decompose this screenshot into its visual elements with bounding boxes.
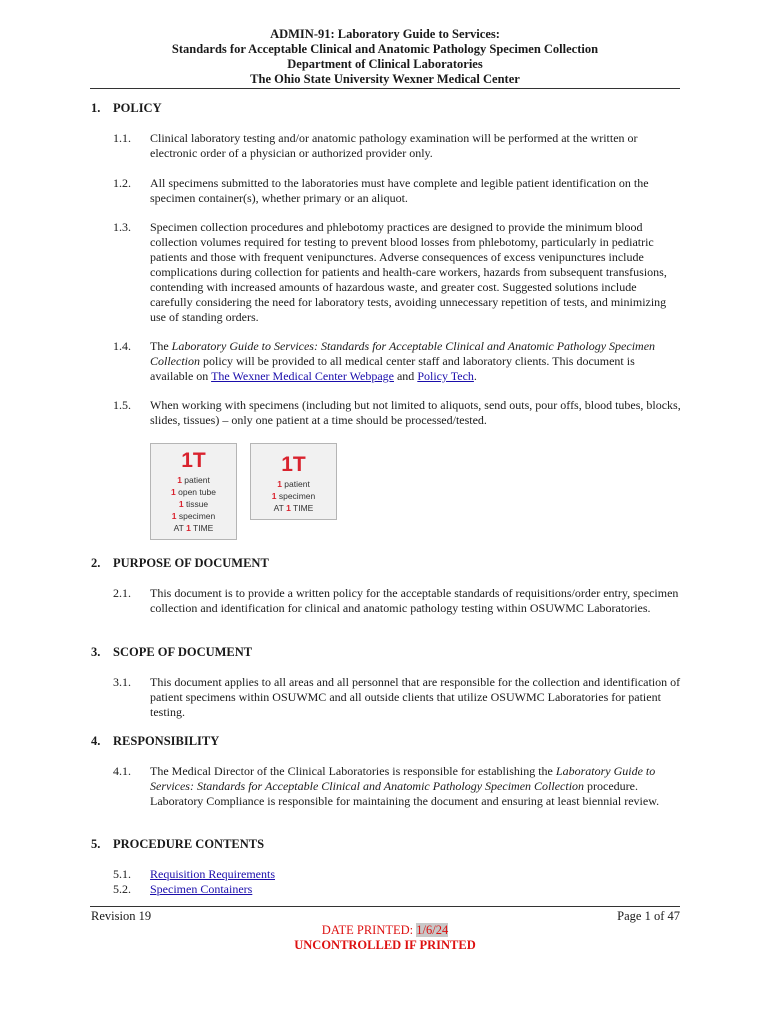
uncontrolled-notice: UNCONTROLLED IF PRINTED bbox=[294, 938, 476, 952]
header-title: ADMIN-91: Laboratory Guide to Services: bbox=[270, 27, 500, 41]
card-1t-logo: 1T bbox=[281, 453, 306, 476]
policy-item-1-4: 1.4. The Laboratory Guide to Services: Standards for Acceptable Clinical and Anatomic Pathology Specimen Collection policy will be provided to all medical center staff and laboratory clients. This document is available on The Wexner Medical Center Webpage and Policy Tech. bbox=[113, 339, 656, 383]
header-institution: The Ohio State University Wexner Medical Center bbox=[250, 72, 520, 86]
purpose-item-2-1: 2.1. This document is to provide a written policy for the acceptable standards of requisitions/order entry, specimen collection and identification for clinical and anatomic pathology testing within OSUWMC Laboratories. bbox=[113, 586, 679, 615]
section-heading-policy: 1. POLICY bbox=[91, 101, 162, 115]
date-printed: DATE PRINTED: 1/6/24 bbox=[321, 923, 449, 937]
toc-item: 5.2. Specimen Containers bbox=[113, 882, 253, 896]
guide-title-italic: Laboratory Guide to Services: Standards for Acceptable Clinical and Anatomic Pathology Specimen Collection bbox=[150, 339, 656, 368]
section-heading-responsibility: 4. RESPONSIBILITY bbox=[91, 734, 220, 748]
page-number: Page 1 of 47 bbox=[617, 909, 680, 923]
scope-item-3-1: 3.1. This document applies to all areas and all personnel that are responsible for the collection and identification of patient specimens within OSUWMC and all outside clients that utilize OSUWMC Laboratories for patient testing. bbox=[113, 675, 681, 719]
one-at-a-time-card-detailed: 1T 1 patient 1 open tube 1 tissue 1 specimen AT 1 TIME bbox=[150, 443, 237, 540]
toc-item: 5.1. Requisition Requirements bbox=[113, 867, 275, 881]
policy-item-1-3: 1.3. Specimen collection procedures and phlebotomy practices are designed to provide the minimum blood collection volumes required for testing to prevent blood losses from phlebotomy, particularly in pediatric patients and those with frequent venipunctures. Adverse consequences of excess venipunctures include complications during collection for patients and health-care workers, hazards from subsequent transfusions, contending with increased amounts of hazardous waste, and greater cost. Suggested solutions include carefully considering the need for laboratory tests, avoiding unnecessary repetition of tests, and minimizing use of standing orders. bbox=[113, 220, 667, 324]
document-header bbox=[90, 27, 680, 87]
section-heading-purpose: 2. PURPOSE OF DOCUMENT bbox=[91, 556, 269, 570]
section-heading-scope: 3. SCOPE OF DOCUMENT bbox=[91, 645, 253, 659]
header-subtitle: Standards for Acceptable Clinical and Anatomic Pathology Specimen Collection bbox=[171, 42, 599, 56]
one-at-a-time-card-simple: 1T 1 patient 1 specimen AT 1 TIME bbox=[250, 443, 337, 520]
printed-date-value: 1/6/24 bbox=[416, 923, 449, 937]
policy-item-1-2: 1.2. All specimens submitted to the laboratories must have complete and legible patient identification on the specimen container(s), whether primary or an aliquot. bbox=[113, 176, 649, 205]
section-heading-procedure-contents: 5. PROCEDURE CONTENTS bbox=[91, 837, 265, 851]
policy-tech-link[interactable]: Policy Tech bbox=[417, 369, 474, 383]
responsibility-item-4-1: 4.1. The Medical Director of the Clinical Laboratories is responsible for establishing the Laboratory Guide to Services: Standards for Acceptable Clinical and Anatomic Pathology Specimen Collection procedure. Laboratory Compliance is responsible for maintaining the document and ensuring at least biennial review. bbox=[113, 764, 660, 808]
toc-link-requisition-requirements[interactable]: Requisition Requirements bbox=[150, 867, 275, 881]
header-divider bbox=[90, 88, 680, 89]
policy-item-1-1: 1.1. Clinical laboratory testing and/or anatomic pathology examination will be performed at the written or electronic order of a physician or authorized provider only. bbox=[113, 131, 638, 160]
header-department: Department of Clinical Laboratories bbox=[287, 57, 483, 71]
footer-divider bbox=[90, 906, 680, 907]
guide-title-italic: Laboratory Guide to Services: Standards for Acceptable Clinical and Anatomic Pathology Specimen Collection bbox=[150, 764, 656, 793]
revision-label: Revision 19 bbox=[91, 909, 152, 923]
policy-item-1-5: 1.5. When working with specimens (including but not limited to aliquots, send outs, pour offs, blood tubes, blocks, slides, tissues) – only one patient at a time should be processed/tested. bbox=[113, 398, 681, 427]
wexner-webpage-link[interactable]: The Wexner Medical Center Webpage bbox=[211, 369, 394, 383]
card-1t-logo: 1T bbox=[181, 449, 206, 472]
toc-link-specimen-containers[interactable]: Specimen Containers bbox=[150, 882, 253, 896]
